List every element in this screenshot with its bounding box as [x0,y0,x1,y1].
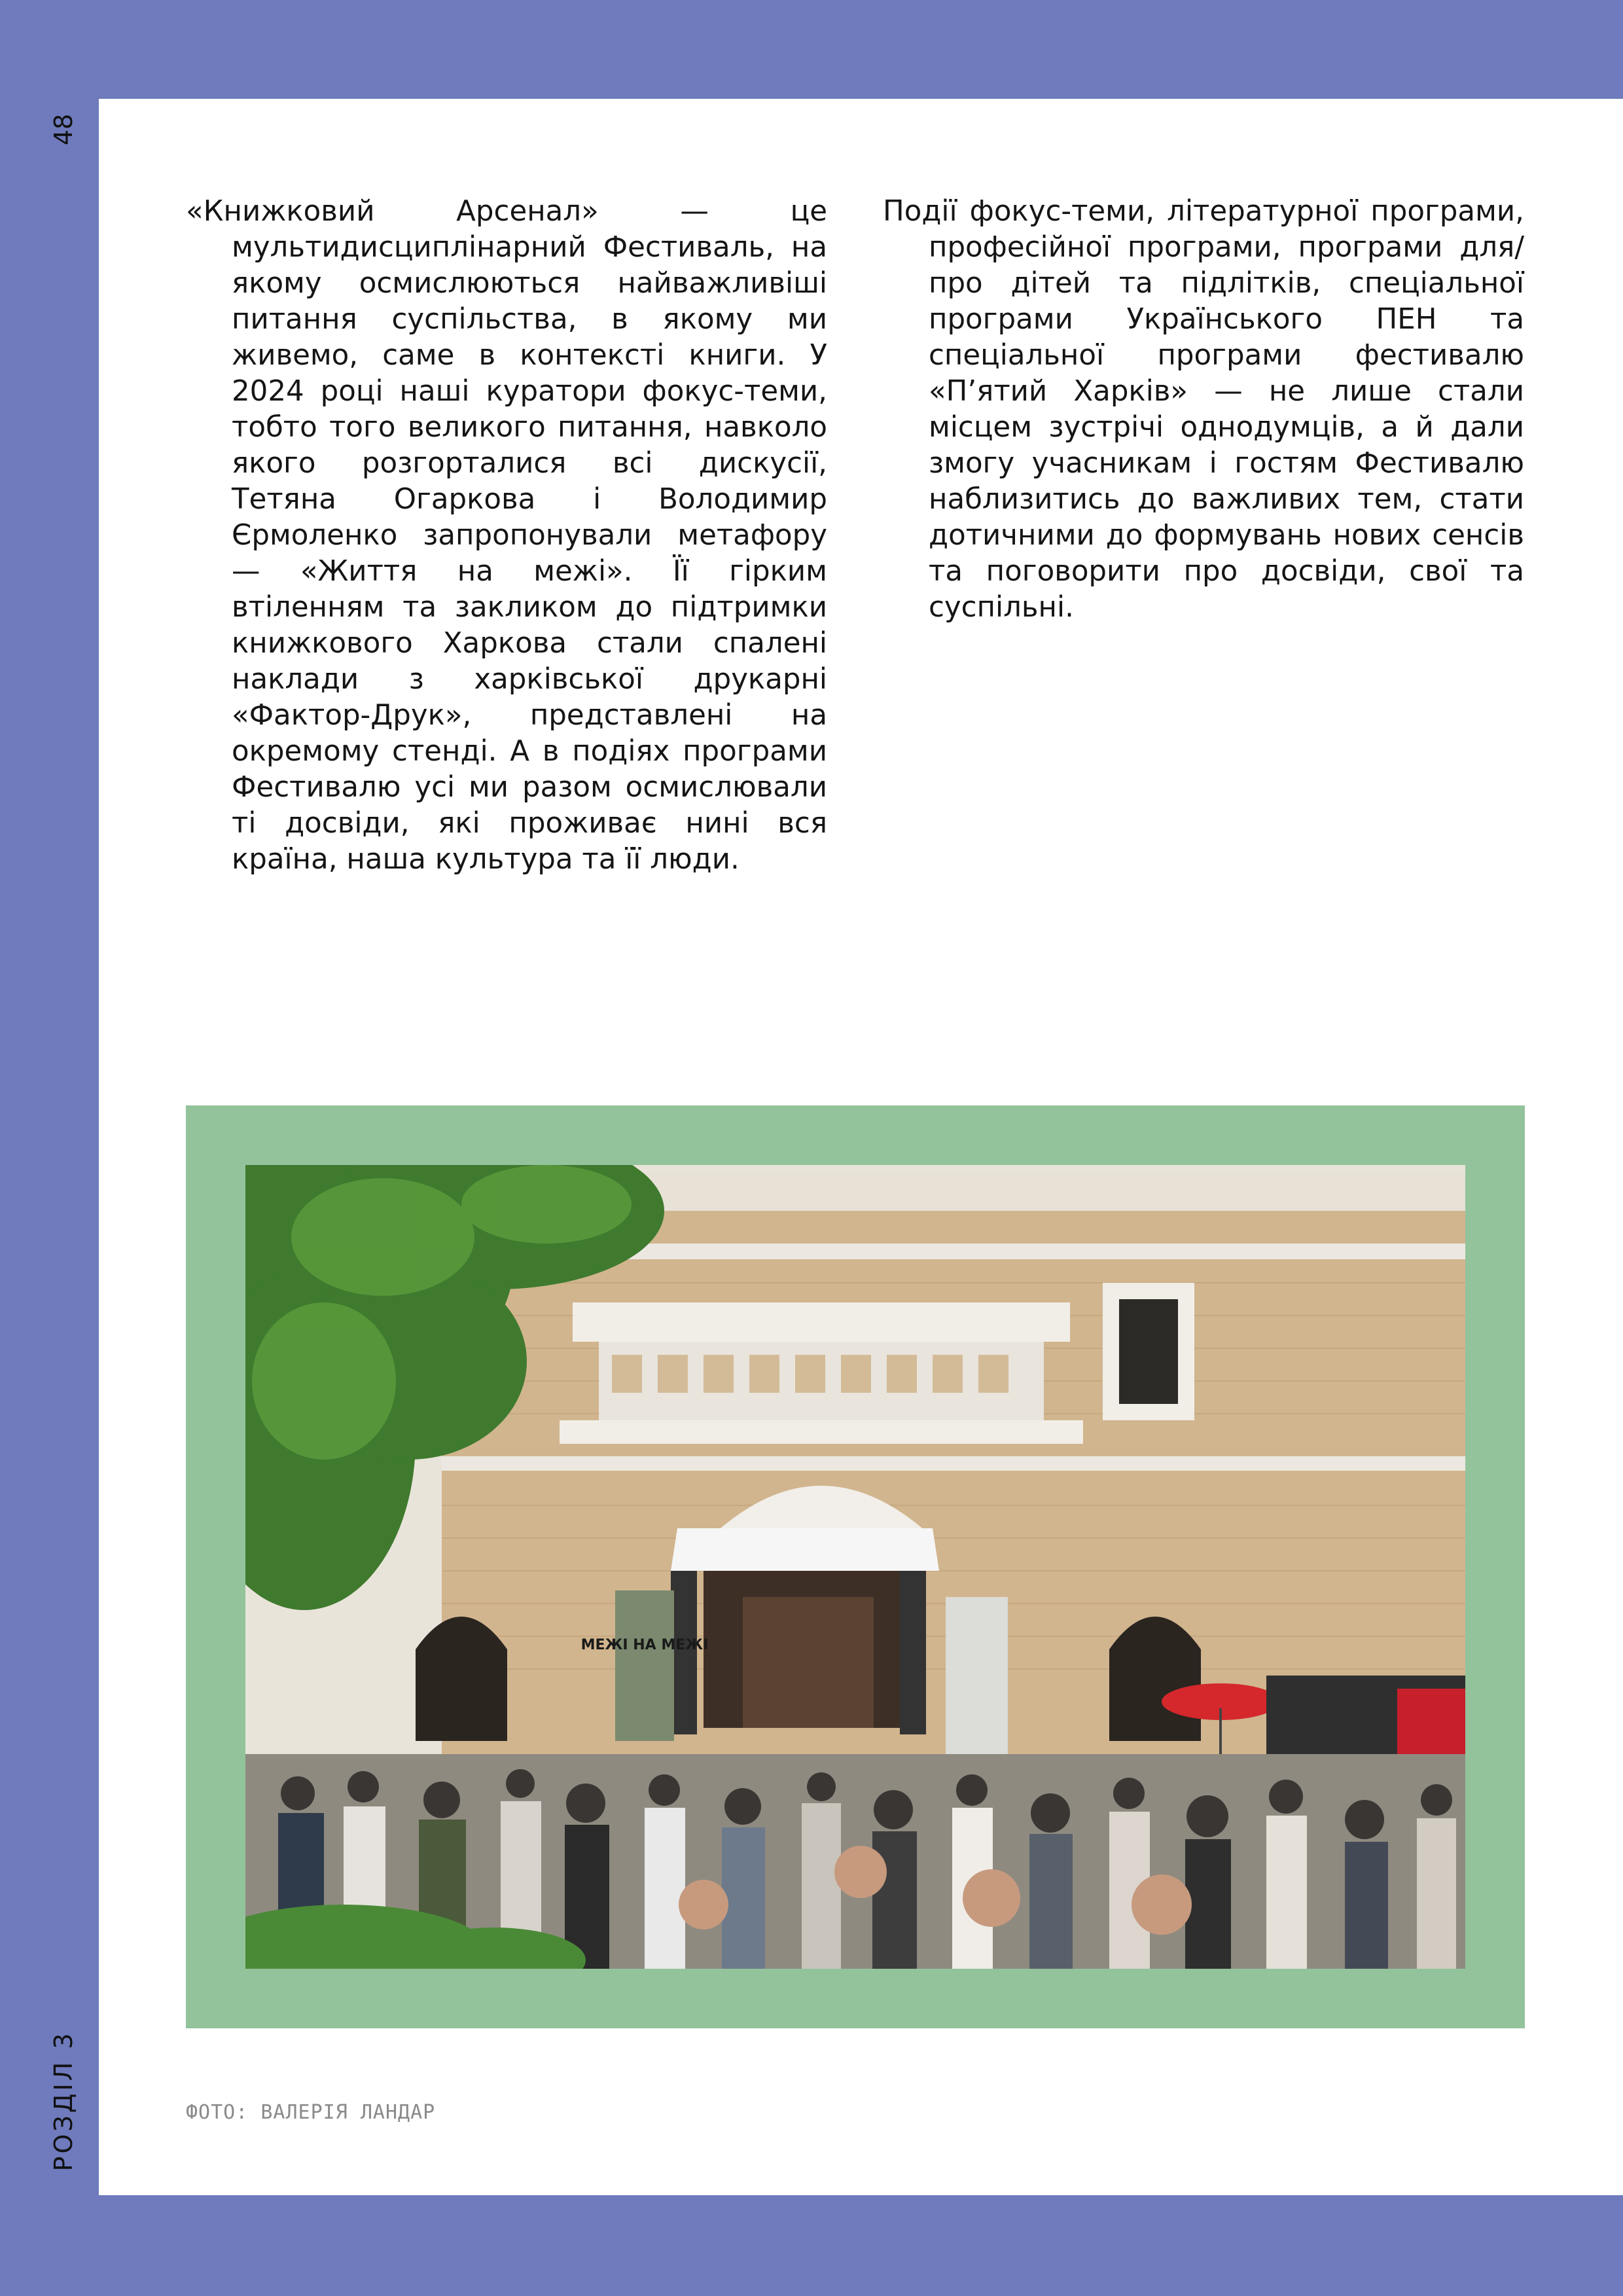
page-number: 48 [49,113,78,146]
photo-credit: ФОТО: ВАЛЕРІЯ ЛАНДАР [186,2101,436,2124]
banner-left-text: МЕЖІ НА МЕЖІ [580,1637,709,1653]
article-right-column: Події фокус-теми, літературної програми, професійної програми, програми для/про дітей та підлітків, спеціальної програми Українського ПЕН та спеціальної програми фестивалю «П’ятий Харків» — не лише стали місцем зустрічі однодумців, а й дали змогу учасникам і гостям Фестивалю наблизитись до важливих тем, стати дотичними до формувань нових сенсів та поговорити про досвіди, свої та суспільні. [883,195,1524,624]
section-label: РОЗДІЛ 3 [49,2030,78,2172]
festival-photo [245,1165,1465,1969]
festival-photo-illustration [245,1165,1465,1969]
photo-frame [186,1105,1525,2028]
article-left-column: «Книжковий Арсенал» — це мультидисциплінарний Фестиваль, на якому осмислюються найважливіші питання суспільства, в якому ми живемо, саме в контексті книги. У 2024 році наші куратори фокус-теми, тобто того великого питання, навколо якого розгорталися всі дискусії, Тетяна Огаркова і Володимир Єрмоленко запропонували метафору — «Життя на межі». Її гірким втіленням та закликом до підтримки книжкового Харкова стали спалені наклади з харківської друкарні «Фактор-Друк», представлені на окремому стенді. А в подіях програми Фестивалю усі ми разом осмислювали ті досвіди, які проживає нині вся країна, наша культура та її люди. [186,195,827,876]
